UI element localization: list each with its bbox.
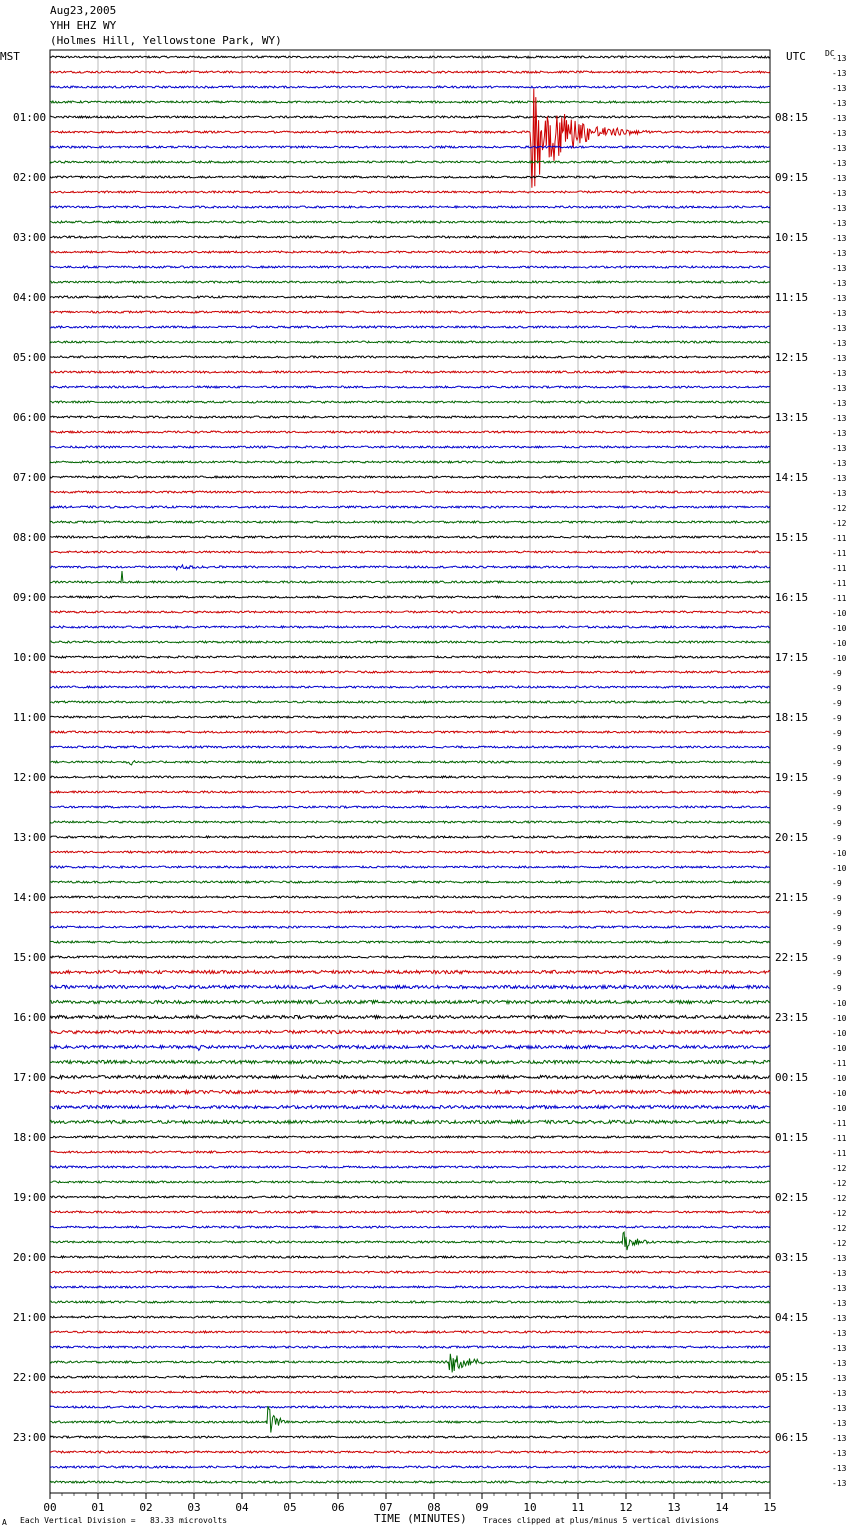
left-hour-label: 21:00 <box>13 1311 47 1324</box>
dc-offset-label: -11 <box>832 1059 847 1068</box>
dc-offset-label: -12 <box>832 1224 847 1233</box>
left-hour-label: 20:00 <box>13 1251 47 1264</box>
dc-offset-label: -11 <box>832 534 847 543</box>
left-timezone-label: MST <box>0 50 20 63</box>
dc-offset-label: -13 <box>832 69 847 78</box>
dc-offset-label: -10 <box>832 864 847 873</box>
dc-offset-label: -9 <box>832 699 842 708</box>
left-hour-label: 12:00 <box>13 771 47 784</box>
dc-offset-label: -13 <box>832 444 847 453</box>
dc-offset-label: -13 <box>832 414 847 423</box>
dc-offset-label: -9 <box>832 714 842 723</box>
trace-line <box>50 1232 770 1250</box>
trace-line <box>50 1331 770 1333</box>
dc-offset-label: -11 <box>832 579 847 588</box>
x-tick-label: 12 <box>619 1501 633 1514</box>
trace-line <box>50 1000 770 1003</box>
trace-line <box>50 326 770 328</box>
left-hour-label: 02:00 <box>13 171 47 184</box>
dc-offset-label: -9 <box>832 909 842 918</box>
dc-offset-label: -13 <box>832 1479 847 1488</box>
trace-line <box>50 611 770 613</box>
x-tick-label: 11 <box>571 1501 585 1514</box>
x-tick-label: 00 <box>43 1501 57 1514</box>
left-hour-label: 11:00 <box>13 711 47 724</box>
dc-offset-label: -10 <box>832 639 847 648</box>
right-hour-label: 03:15 <box>775 1251 809 1264</box>
right-hour-label: 12:15 <box>775 351 809 364</box>
dc-offset-label: -13 <box>832 204 847 213</box>
dc-offset-label: -9 <box>832 684 842 693</box>
dc-offset-label: -13 <box>832 1254 847 1263</box>
left-hour-label: 08:00 <box>13 531 47 544</box>
dc-offset-label: -13 <box>832 84 847 93</box>
trace-line <box>50 836 770 838</box>
dc-offset-label: -10 <box>832 1104 847 1113</box>
trace-line <box>50 701 770 703</box>
trace-line <box>50 851 770 853</box>
left-hour-label: 22:00 <box>13 1371 47 1384</box>
right-hour-label: 22:15 <box>775 951 809 964</box>
right-hour-label: 15:15 <box>775 531 809 544</box>
right-hour-label: 23:15 <box>775 1011 809 1024</box>
trace-line <box>50 536 770 538</box>
trace-group <box>50 56 770 1483</box>
dc-offset-label: -13 <box>832 1389 847 1398</box>
trace-line <box>50 176 770 178</box>
right-hour-label: 05:15 <box>775 1371 809 1384</box>
dc-offset-label: -13 <box>832 369 847 378</box>
left-hour-label: 09:00 <box>13 591 47 604</box>
dc-offset-label: -13 <box>832 129 847 138</box>
dc-offset-label: -13 <box>832 1374 847 1383</box>
header-station: (Holmes Hill, Yellowstone Park, WY) <box>50 34 282 47</box>
x-tick-label: 06 <box>331 1501 345 1514</box>
scale-note: Each Vertical Division = 83.33 microvolts <box>20 1516 228 1525</box>
dc-offset-label: -13 <box>832 1434 847 1443</box>
dc-offset-label: -13 <box>832 264 847 273</box>
dc-offset-label: -9 <box>832 789 842 798</box>
trace-line <box>50 1151 770 1153</box>
left-hour-label: 15:00 <box>13 951 47 964</box>
trace-line <box>50 191 770 193</box>
dc-offset-label: -9 <box>832 954 842 963</box>
trace-line <box>50 1045 770 1050</box>
dc-offset-label: -13 <box>832 279 847 288</box>
left-hour-label: 23:00 <box>13 1431 47 1444</box>
corner-mark: A <box>2 1518 7 1527</box>
right-hour-label: 19:15 <box>775 771 809 784</box>
right-hour-label: 04:15 <box>775 1311 809 1324</box>
dc-offset-label: -13 <box>832 1419 847 1428</box>
trace-line <box>50 1181 770 1183</box>
dc-offset-label: -13 <box>832 1329 847 1338</box>
trace-line <box>50 565 770 570</box>
label-group <box>13 54 847 1514</box>
dc-offset-label: -9 <box>832 744 842 753</box>
dc-offset-label: -12 <box>832 519 847 528</box>
x-tick-label: 08 <box>427 1501 441 1514</box>
left-hour-label: 17:00 <box>13 1071 47 1084</box>
right-hour-label: 17:15 <box>775 651 809 664</box>
dc-offset-label: -13 <box>832 114 847 123</box>
dc-offset-label: -11 <box>832 1119 847 1128</box>
trace-line <box>50 1120 770 1123</box>
dc-offset-label: -13 <box>832 1404 847 1413</box>
left-hour-label: 01:00 <box>13 111 47 124</box>
trace-line <box>50 236 770 238</box>
dc-offset-label: -9 <box>832 984 842 993</box>
dc-offset-label: -13 <box>832 429 847 438</box>
trace-line <box>50 356 770 358</box>
dc-offset-label: -9 <box>832 669 842 678</box>
trace-line <box>50 731 770 733</box>
trace-line <box>50 776 770 778</box>
dc-offset-label: -11 <box>832 564 847 573</box>
left-hour-label: 04:00 <box>13 291 47 304</box>
trace-line <box>50 431 770 433</box>
dc-offset-label: -12 <box>832 1194 847 1203</box>
left-hour-label: 14:00 <box>13 891 47 904</box>
right-hour-label: 13:15 <box>775 411 809 424</box>
dc-offset-label: -10 <box>832 654 847 663</box>
trace-line <box>50 641 770 643</box>
trace-line <box>50 1376 770 1378</box>
dc-offset-label: -13 <box>832 1464 847 1473</box>
trace-line <box>50 206 770 208</box>
trace-line <box>50 686 770 688</box>
dc-offset-label: -11 <box>832 594 847 603</box>
dc-offset-label: -13 <box>832 1299 847 1308</box>
trace-line <box>50 1354 770 1373</box>
dc-offset-label: -13 <box>832 1449 847 1458</box>
trace-line <box>50 1166 770 1168</box>
trace-line <box>50 281 770 283</box>
trace-line <box>50 251 770 253</box>
trace-line <box>50 911 770 913</box>
trace-line <box>50 896 770 898</box>
left-hour-label: 16:00 <box>13 1011 47 1024</box>
dc-offset-label: -13 <box>832 159 847 168</box>
right-hour-label: 11:15 <box>775 291 809 304</box>
right-timezone-label: UTC <box>786 50 806 63</box>
dc-offset-label: -11 <box>832 1134 847 1143</box>
dc-offset-label: -10 <box>832 1074 847 1083</box>
trace-line <box>50 1346 770 1348</box>
trace-line <box>50 596 770 598</box>
header-channel: YHH EHZ WY <box>50 19 117 32</box>
dc-offset-label: -10 <box>832 1029 847 1038</box>
trace-line <box>50 970 770 973</box>
trace-line <box>50 985 770 988</box>
right-hour-label: 06:15 <box>775 1431 809 1444</box>
trace-line <box>50 551 770 553</box>
dc-offset-label: -13 <box>832 324 847 333</box>
x-tick-label: 14 <box>715 1501 729 1514</box>
trace-line <box>50 266 770 268</box>
trace-line <box>50 1136 770 1138</box>
dc-label: DC <box>825 49 835 58</box>
trace-line <box>50 1196 770 1198</box>
dc-offset-label: -10 <box>832 1044 847 1053</box>
trace-line <box>50 86 770 88</box>
trace-line <box>50 571 770 584</box>
trace-line <box>50 311 770 313</box>
x-tick-label: 03 <box>187 1501 201 1514</box>
dc-offset-label: -12 <box>832 1164 847 1173</box>
dc-offset-label: -9 <box>832 924 842 933</box>
dc-offset-label: -13 <box>832 309 847 318</box>
trace-line <box>50 146 770 148</box>
dc-offset-label: -10 <box>832 1014 847 1023</box>
trace-line <box>50 1286 770 1288</box>
dc-offset-label: -13 <box>832 189 847 198</box>
right-hour-label: 10:15 <box>775 231 809 244</box>
trace-line <box>50 1015 770 1018</box>
trace-line <box>50 656 770 658</box>
header-date: Aug23,2005 <box>50 4 117 17</box>
x-tick-label: 04 <box>235 1501 249 1514</box>
dc-offset-label: -13 <box>832 459 847 468</box>
trace-line <box>50 1436 770 1438</box>
trace-line <box>50 161 770 163</box>
trace-line <box>50 71 770 73</box>
trace-line <box>50 371 770 373</box>
dc-offset-label: -13 <box>832 354 847 363</box>
trace-line <box>50 1301 770 1303</box>
x-axis-label: TIME (MINUTES) <box>374 1512 467 1525</box>
right-hour-label: 00:15 <box>775 1071 809 1084</box>
dc-offset-label: -11 <box>832 549 847 558</box>
trace-line <box>50 1105 770 1108</box>
right-hour-label: 21:15 <box>775 891 809 904</box>
trace-line <box>50 1391 770 1393</box>
dc-offset-label: -13 <box>832 294 847 303</box>
trace-line <box>50 1060 770 1063</box>
dc-offset-label: -13 <box>832 54 847 63</box>
right-hour-label: 16:15 <box>775 591 809 604</box>
dc-offset-label: -13 <box>832 1359 847 1368</box>
trace-line <box>50 1075 770 1078</box>
trace-line <box>50 221 770 223</box>
x-tick-label: 01 <box>91 1501 105 1514</box>
dc-offset-label: -12 <box>832 504 847 513</box>
left-hour-label: 03:00 <box>13 231 47 244</box>
trace-line <box>50 671 770 673</box>
trace-line <box>50 1466 770 1468</box>
trace-line <box>50 1271 770 1273</box>
trace-line <box>50 941 770 943</box>
trace-line <box>50 821 770 823</box>
dc-offset-label: -9 <box>832 939 842 948</box>
trace-line <box>50 1226 770 1228</box>
trace-line <box>50 506 770 508</box>
trace-line <box>50 1316 770 1318</box>
dc-offset-label: -13 <box>832 1314 847 1323</box>
trace-line <box>50 1256 770 1258</box>
trace-line <box>50 116 770 118</box>
trace-line <box>50 806 770 808</box>
trace-line <box>50 476 770 478</box>
left-hour-label: 05:00 <box>13 351 47 364</box>
trace-line <box>50 296 770 298</box>
dc-offset-label: -13 <box>832 399 847 408</box>
dc-offset-label: -13 <box>832 174 847 183</box>
left-hour-label: 07:00 <box>13 471 47 484</box>
x-tick-label: 02 <box>139 1501 153 1514</box>
trace-line <box>50 746 770 748</box>
dc-offset-label: -10 <box>832 999 847 1008</box>
dc-offset-label: -9 <box>832 774 842 783</box>
trace-line <box>50 1406 770 1408</box>
left-hour-label: 10:00 <box>13 651 47 664</box>
dc-offset-label: -13 <box>832 249 847 258</box>
dc-offset-label: -13 <box>832 384 847 393</box>
dc-offset-label: -13 <box>832 144 847 153</box>
dc-offset-label: -13 <box>832 1344 847 1353</box>
right-hour-label: 18:15 <box>775 711 809 724</box>
trace-line <box>50 1030 770 1033</box>
trace-line <box>50 866 770 868</box>
trace-line <box>50 491 770 493</box>
dc-offset-label: -9 <box>832 894 842 903</box>
left-hour-label: 13:00 <box>13 831 47 844</box>
x-tick-label: 10 <box>523 1501 537 1514</box>
dc-offset-label: -10 <box>832 609 847 618</box>
trace-line <box>50 101 770 103</box>
trace-line <box>50 716 770 718</box>
dc-offset-label: -10 <box>832 624 847 633</box>
trace-line <box>50 1406 770 1433</box>
trace-line <box>50 56 770 58</box>
dc-offset-label: -13 <box>832 234 847 243</box>
x-tick-label: 07 <box>379 1501 393 1514</box>
trace-line <box>50 386 770 388</box>
dc-offset-label: -13 <box>832 339 847 348</box>
trace-line <box>50 926 770 928</box>
trace-line <box>50 956 770 958</box>
x-tick-label: 05 <box>283 1501 297 1514</box>
x-tick-label: 15 <box>763 1501 777 1514</box>
trace-line <box>50 626 770 628</box>
trace-line <box>50 1090 770 1093</box>
right-hour-label: 09:15 <box>775 171 809 184</box>
left-hour-label: 06:00 <box>13 411 47 424</box>
right-hour-label: 20:15 <box>775 831 809 844</box>
trace-line <box>50 1481 770 1483</box>
dc-offset-label: -13 <box>832 219 847 228</box>
dc-offset-label: -9 <box>832 804 842 813</box>
dc-offset-label: -13 <box>832 1284 847 1293</box>
x-tick-label: 13 <box>667 1501 681 1514</box>
dc-offset-label: -10 <box>832 849 847 858</box>
dc-offset-label: -10 <box>832 1089 847 1098</box>
dc-offset-label: -12 <box>832 1179 847 1188</box>
dc-offset-label: -13 <box>832 489 847 498</box>
trace-line <box>50 461 770 463</box>
dc-offset-label: -9 <box>832 969 842 978</box>
dc-offset-label: -13 <box>832 474 847 483</box>
trace-line <box>50 401 770 403</box>
dc-offset-label: -9 <box>832 834 842 843</box>
dc-offset-label: -12 <box>832 1209 847 1218</box>
dc-offset-label: -11 <box>832 1149 847 1158</box>
right-hour-label: 02:15 <box>775 1191 809 1204</box>
trace-line <box>50 1211 770 1213</box>
trace-line <box>50 521 770 523</box>
left-hour-label: 18:00 <box>13 1131 47 1144</box>
plot-frame <box>50 50 770 1493</box>
right-hour-label: 08:15 <box>775 111 809 124</box>
trace-line <box>50 341 770 343</box>
trace-line <box>50 881 770 883</box>
dc-offset-label: -9 <box>832 729 842 738</box>
right-hour-label: 14:15 <box>775 471 809 484</box>
dc-offset-label: -13 <box>832 1269 847 1278</box>
clip-note: Traces clipped at plus/minus 5 vertical divisions <box>483 1516 720 1525</box>
dc-offset-label: -9 <box>832 819 842 828</box>
dc-offset-label: -9 <box>832 759 842 768</box>
trace-line <box>50 446 770 448</box>
left-hour-label: 19:00 <box>13 1191 47 1204</box>
trace-line <box>50 1451 770 1453</box>
right-hour-label: 01:15 <box>775 1131 809 1144</box>
dc-offset-label: -9 <box>832 879 842 888</box>
dc-offset-label: -13 <box>832 99 847 108</box>
dc-offset-label: -12 <box>832 1239 847 1248</box>
trace-line <box>50 791 770 793</box>
x-tick-label: 09 <box>475 1501 489 1514</box>
trace-line <box>50 416 770 418</box>
trace-line <box>50 761 770 765</box>
